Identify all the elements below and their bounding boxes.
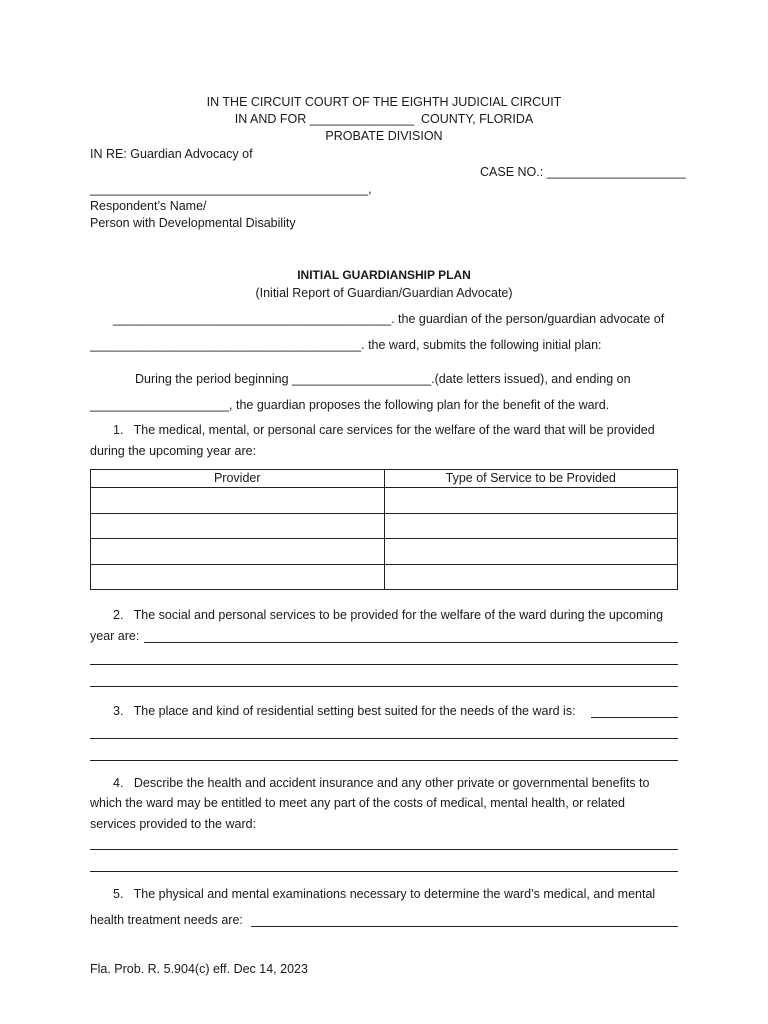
period-ending-line[interactable]: ____________________, the guardian proposes the following plan for the benefit of the ward. <box>90 398 610 412</box>
period-beginning-line[interactable]: During the period beginning ____________________.(date letters issued), and ending on <box>135 372 631 386</box>
item-2-text-line-2: year are: <box>90 629 140 643</box>
services-table <box>90 469 678 590</box>
provider-cell[interactable] <box>91 539 385 565</box>
court-caption-line-1: IN THE CIRCUIT COURT OF THE EIGHTH JUDICIAL CIRCUIT <box>206 95 562 109</box>
item-4-answer-line[interactable] <box>90 849 678 850</box>
item-2-answer-line[interactable] <box>90 686 678 687</box>
table-row <box>91 488 678 514</box>
item-3-answer-line[interactable] <box>591 717 678 718</box>
item-2-answer-line[interactable] <box>90 664 678 665</box>
item-1-text-line-1: 1. The medical, mental, or personal care services for the welfare of the ward that will be provided <box>113 423 655 437</box>
item-3-answer-line[interactable] <box>90 738 678 739</box>
item-2-text-line-1: 2. The social and personal services to be provided for the welfare of the ward during the upcoming <box>113 608 664 622</box>
column-header-provider: Provider <box>91 470 385 488</box>
item-4-text-line-3: services provided to the ward: <box>90 817 257 831</box>
item-4-text-line-2: which the ward may be entitled to meet any part of the costs of medical, mental health, or related <box>90 796 626 810</box>
provider-cell[interactable] <box>91 513 385 539</box>
respondent-disability-label: Person with Developmental Disability <box>90 216 296 230</box>
item-5-text-line-2: health treatment needs are: <box>90 913 243 927</box>
item-3-answer-line[interactable] <box>90 760 678 761</box>
service-type-cell[interactable] <box>384 539 678 565</box>
respondent-name-blank[interactable]: ________________________________________, <box>90 182 372 196</box>
provider-cell[interactable] <box>91 488 385 514</box>
service-type-cell[interactable] <box>384 488 678 514</box>
item-2-answer-line[interactable] <box>144 642 678 643</box>
item-5-text-line-1: 5. The physical and mental examinations necessary to determine the ward’s medical, and mental <box>113 887 656 901</box>
column-header-service-type: Type of Service to be Provided <box>384 470 678 488</box>
item-1-text-line-2: during the upcoming year are: <box>90 444 257 458</box>
document-title: INITIAL GUARDIANSHIP PLAN <box>297 268 471 282</box>
guardian-name-line[interactable]: ________________________________________. the guardian of the person/guardian advocate of <box>113 312 665 326</box>
court-caption-line-3: PROBATE DIVISION <box>325 129 443 143</box>
ward-name-line[interactable]: _______________________________________. the ward, submits the following initial plan: <box>90 338 602 352</box>
document-subtitle: (Initial Report of Guardian/Guardian Advocate) <box>255 286 513 300</box>
table-header-row <box>91 470 678 488</box>
item-4-text-line-1: 4. Describe the health and accident insurance and any other private or governmental benefits to <box>113 776 650 790</box>
item-4-answer-line[interactable] <box>90 871 678 872</box>
item-3-text-line-1: 3. The place and kind of residential setting best suited for the needs of the ward is: <box>113 704 576 718</box>
table-row <box>91 513 678 539</box>
provider-cell[interactable] <box>91 564 385 590</box>
court-caption-line-2: IN AND FOR _______________ COUNTY, FLORIDA <box>234 112 534 126</box>
form-citation-footer: Fla. Prob. R. 5.904(c) eff. Dec 14, 2023 <box>90 962 308 976</box>
item-5-answer-line[interactable] <box>251 926 678 927</box>
service-type-cell[interactable] <box>384 513 678 539</box>
table-row <box>91 539 678 565</box>
case-number-field[interactable]: CASE NO.: ____________________ <box>480 165 686 179</box>
table-row <box>91 564 678 590</box>
service-type-cell[interactable] <box>384 564 678 590</box>
in-re-label: IN RE: Guardian Advocacy of <box>90 147 253 161</box>
respondent-name-label: Respondent’s Name/ <box>90 199 207 213</box>
